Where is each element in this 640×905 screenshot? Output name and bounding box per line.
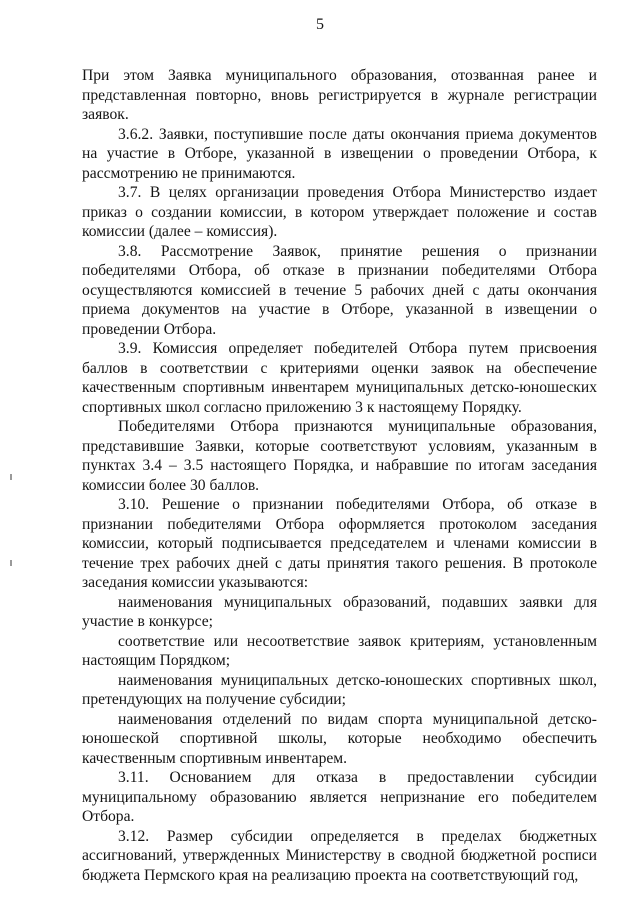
paragraph-3-7: 3.7. В целях организации проведения Отбора Министерство издает приказ о создании комиссии, в котором утверждает положение и состав комиссии (далее – комиссия). (82, 184, 597, 240)
document-body (82, 66, 597, 885)
paragraph-reregistration: При этом Заявка муниципального образования, отозванная ранее и представленная повторно, вновь регистрируется в журнале регистрации заявок. (82, 67, 597, 123)
scan-margin-mark (10, 560, 12, 566)
paragraph-3-6-2: 3.6.2. Заявки, поступившие после даты окончания приема документов на участие в Отборе, указанной в извещении о проведении Отбора, к рассмотрению не принимаются. (82, 125, 597, 182)
paragraph-winners: Победителями Отбора признаются муниципальные образования, представившие Заявки, которые соответствуют условиям, указанным в пунктах 3.4 – 3.5 настоящего Порядка, и набравшие по итогам заседания комиссии более 30 баллов. (82, 418, 597, 494)
list-item-criteria: соответствие или несоответствие заявок критериям, установленным настоящим Порядком; (82, 632, 597, 669)
paragraph-3-10: 3.10. Решение о признании победителями Отбора, об отказе в признании победителями Отбора оформляется протоколом заседания комиссии, который подписывается председателем и членами комиссии в течение трех рабочих дней с даты принятия такого решения. В протоколе заседания комиссии указываются: (82, 496, 597, 591)
list-item-municipalities: наименования муниципальных образований, подавших заявки для участие в конкурсе; (82, 593, 597, 630)
paragraph-3-12: 3.12. Размер субсидии определяется в пределах бюджетных ассигнований, утвержденных Министерству в сводной бюджетной росписи бюджета Пермского края на реализацию проекта на соответствующий год, (82, 827, 597, 884)
scan-margin-mark (10, 474, 12, 480)
page-number: 5 (316, 16, 324, 33)
paragraph-3-11: 3.11. Основанием для отказа в предоставлении субсидии муниципальному образованию является непризнание его победителем Отбора. (82, 769, 597, 825)
paragraph-3-8: 3.8. Рассмотрение Заявок, принятие решения о признании победителями Отбора, об отказе в признании победителями Отбора осуществляются комиссией в течение 5 рабочих дней с даты окончания приема документов на участие в Отборе, указанной в извещении о проведении Отбора. (82, 242, 597, 338)
list-item-departments: наименования отделений по видам спорта муниципальной детско-юношеской спортивной школы, которые необходимо обеспечить качественным спортивным инвентарем. (82, 710, 597, 767)
paragraph-3-9: 3.9. Комиссия определяет победителей Отбора путем присвоения баллов в соответствии с критериями оценки заявок на обеспечение качественным спортивным инвентарем муниципальных детско-юношеских спортивных школ согласно приложению 3 к настоящему Порядку. (82, 340, 597, 416)
list-item-schools: наименования муниципальных детско-юношеских спортивных школ, претендующих на получение субсидии; (82, 671, 597, 708)
